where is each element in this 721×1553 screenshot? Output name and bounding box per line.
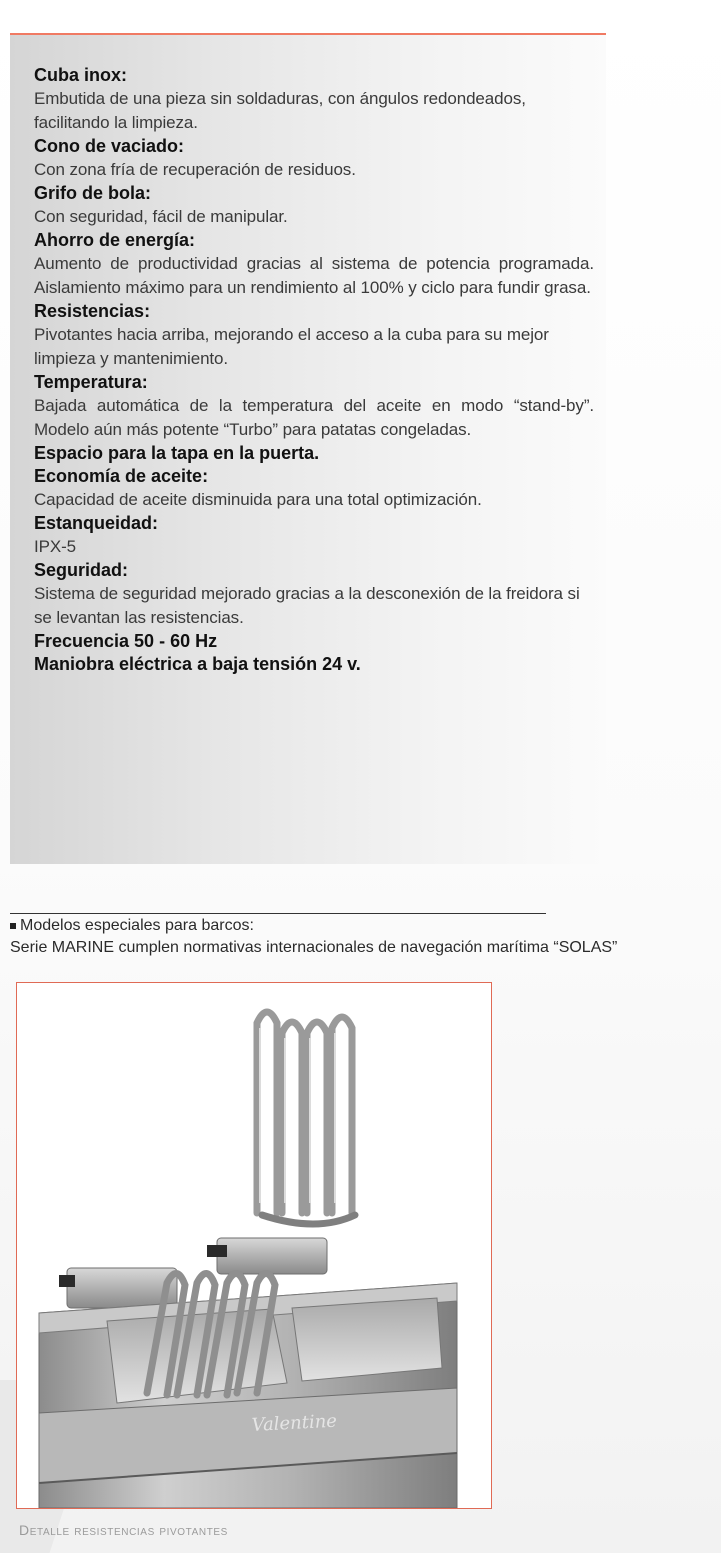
feature-title: Seguridad: — [34, 560, 129, 580]
feature-title: Temperatura: — [34, 372, 148, 392]
feature-description: Embutida de una pieza sin soldaduras, con ángulos redondeados, facilitando la limpieza. — [34, 89, 526, 132]
feature-resistencias — [34, 300, 594, 371]
feature-description: Pivotantes hacia arriba, mejorando el acceso a la cuba para su mejor limpieza y mantenimiento. — [34, 325, 549, 368]
feature-economia-aceite — [34, 465, 594, 512]
feature-estanqueidad — [34, 512, 594, 559]
feature-title: Maniobra eléctrica a baja tensión 24 v. — [34, 654, 361, 674]
brand-logo-text: Valentine — [251, 1410, 338, 1436]
feature-title: Cuba inox: — [34, 65, 127, 85]
feature-description: Aumento de productividad gracias al sistema de potencia programada. Aislamiento máximo para un rendimiento al 100% y ciclo para fundir grasa. — [34, 254, 594, 297]
feature-description: Bajada automática de la temperatura del aceite en modo “stand-by”. Modelo aún más potente “Turbo” para patatas congeladas. — [34, 396, 594, 439]
features-panel — [10, 33, 606, 864]
feature-title: Espacio para la tapa en la puerta. — [34, 443, 320, 463]
fryer-illustration — [17, 983, 491, 1508]
bullet-square-icon — [10, 923, 16, 929]
feature-title: Economía de aceite: — [34, 466, 209, 486]
feature-frecuencia — [34, 630, 594, 653]
features-list — [34, 64, 594, 676]
section-divider — [10, 913, 546, 914]
feature-title: Ahorro de energía: — [34, 230, 196, 250]
feature-title: Cono de vaciado: — [34, 136, 185, 156]
feature-ahorro-energia — [34, 229, 594, 300]
marine-heading-row — [10, 915, 720, 937]
feature-title: Resistencias: — [34, 301, 151, 321]
fryer-photo — [16, 982, 492, 1509]
feature-title: Grifo de bola: — [34, 183, 151, 203]
feature-description: Con zona fría de recuperación de residuos. — [34, 160, 356, 179]
marine-note — [10, 915, 720, 959]
feature-description: Con seguridad, fácil de manipular. — [34, 207, 288, 226]
feature-grifo-bola — [34, 182, 594, 229]
feature-espacio-tapa — [34, 442, 594, 465]
feature-description: Capacidad de aceite disminuida para una total optimización. — [34, 490, 482, 509]
feature-cuba-inox — [34, 64, 594, 135]
feature-temperatura — [34, 371, 594, 442]
raised-heating-element — [257, 1012, 355, 1224]
feature-maniobra — [34, 653, 594, 676]
feature-description: IPX-5 — [34, 537, 77, 556]
feature-title: Frecuencia 50 - 60 Hz — [34, 631, 218, 651]
feature-cono-vaciado — [34, 135, 594, 182]
feature-seguridad — [34, 559, 594, 630]
marine-heading: Modelos especiales para barcos: — [20, 917, 254, 934]
marine-text: Serie MARINE cumplen normativas internacionales de navegación marítima “SOLAS” — [10, 939, 618, 956]
feature-description: Sistema de seguridad mejorado gracias a la desconexión de la freidora si se levantan las resistencias. — [34, 584, 580, 627]
photo-caption: Detalle resistencias pivotantes — [19, 1522, 228, 1538]
feature-title: Estanqueidad: — [34, 513, 159, 533]
